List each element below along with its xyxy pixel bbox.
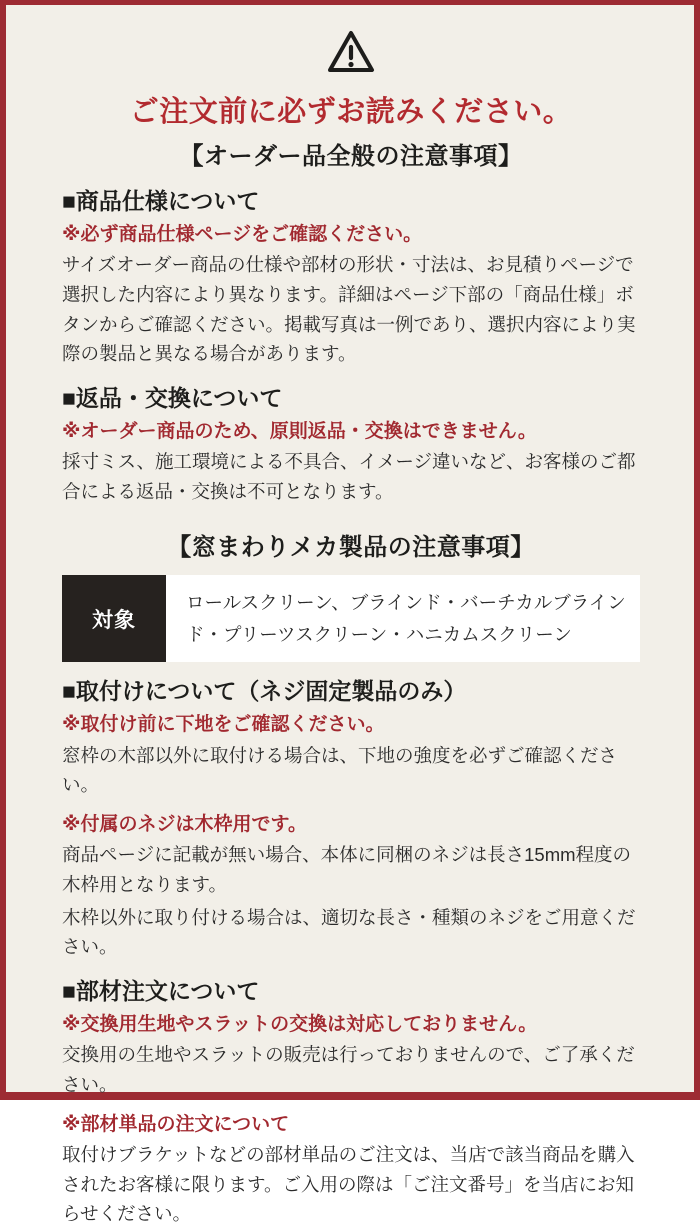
spec-body: サイズオーダー商品の仕様や部材の形状・寸法は、お見積りページで選択した内容により異なります。詳細はページ下部の「商品仕様」ボタンからご確認ください。掲載写真は一例であり、選択内容により実際の製品と異なる場合があります。 (62, 254, 636, 365)
parts-body-replacement: 交換用の生地やスラットの販売は行っておりませんので、ご了承ください。 (62, 1044, 635, 1095)
returns-section (62, 384, 640, 507)
returns-body: 採寸ミス、施工環境による不具合、イメージ違いなど、お客様のご都合による返品・交換は不可となります。 (62, 451, 636, 502)
spec-section (62, 187, 640, 369)
parts-body-single: 取付けブラケットなどの部材単品のご注文は、当店で該当商品を購入されたお客様に限ります。ご入用の際は「ご注文番号」を当店にお知らせください。 (62, 1144, 635, 1225)
warning-icon-wrap (62, 29, 640, 80)
spec-title: ■商品仕様について (62, 187, 260, 214)
warning-icon (326, 29, 376, 75)
parts-note-replacement: ※交換用生地やスラットの交換は対応しておりません。 (62, 1013, 538, 1035)
returns-note: ※オーダー商品のため、原則返品・交換はできません。 (62, 420, 537, 442)
returns-title: ■返品・交換について (62, 384, 283, 411)
mounting-body-screws: 商品ページに記載が無い場合、本体に同梱のネジは長さ15mm程度の木枠用となります。 (62, 844, 632, 896)
parts-section (62, 977, 640, 1229)
mounting-title: ■取付けについて（ネジ固定製品のみ） (62, 678, 467, 705)
target-label: 対象 (62, 575, 166, 662)
parts-note-single: ※部材単品の注文について (62, 1113, 290, 1135)
target-product-list: ロールスクリーン、ブラインド・バーチカルブラインド・プリーツスクリーン・ハニカムスクリーン (166, 575, 640, 662)
page-title: ご注文前に必ずお読みください。 (129, 96, 573, 128)
mounting-note-substrate: ※取付け前に下地をご確認ください。 (62, 713, 385, 735)
parts-title: ■部材注文について (62, 977, 260, 1004)
mounting-section (62, 677, 640, 962)
general-section-heading: 【オーダー品全般の注意事項】 (179, 143, 523, 170)
mounting-note-screws: ※付属のネジは木枠用です。 (62, 813, 307, 835)
target-box (62, 575, 640, 662)
spec-note: ※必ず商品仕様ページをご確認ください。 (62, 223, 423, 245)
mounting-body-screws-extra: 木枠以外に取り付ける場合は、適切な長さ・種類のネジをご用意ください。 (62, 906, 636, 958)
mounting-body-substrate: 窓枠の木部以外に取付ける場合は、下地の強度を必ずご確認ください。 (62, 744, 618, 796)
mechanism-section-heading: 【窓まわりメカ製品の注意事項】 (167, 534, 535, 562)
notice-content (6, 5, 694, 1229)
